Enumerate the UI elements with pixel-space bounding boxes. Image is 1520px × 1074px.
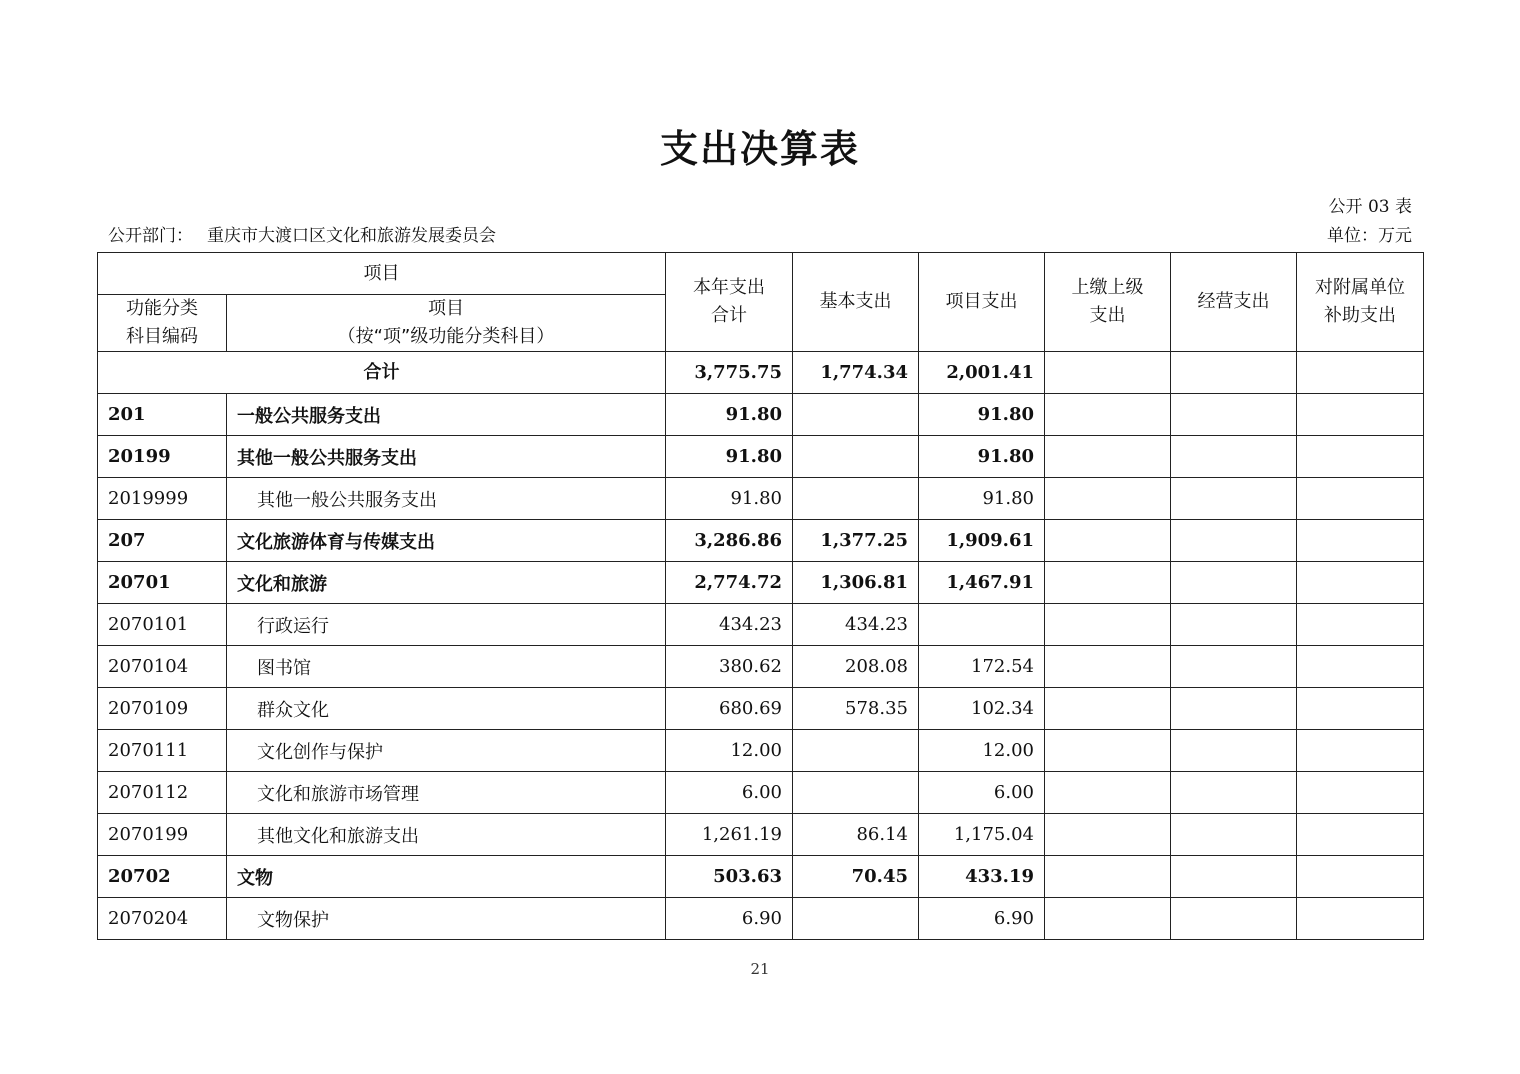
row-code: 2070109 [98,688,227,730]
row-business [1171,856,1297,898]
row-total: 680.69 [666,688,793,730]
row-project: 91.80 [919,394,1045,436]
row-subsidy [1297,520,1424,562]
row-name-text: 其他文化和旅游支出 [257,825,419,847]
row-basic: 208.08 [793,646,919,688]
header-business: 经营支出 [1171,253,1297,352]
header-upper [1045,253,1171,352]
row-code: 2019999 [98,478,227,520]
row-project: 91.80 [919,478,1045,520]
row-upper [1045,646,1171,688]
row-project: 12.00 [919,730,1045,772]
row-name-text: 文化旅游体育与传媒支出 [237,531,435,553]
row-upper [1045,856,1171,898]
table-row [98,478,1424,520]
row-business [1171,814,1297,856]
row-business [1171,520,1297,562]
header-row-1 [98,253,1424,295]
row-name [227,604,666,646]
row-code: 20199 [98,436,227,478]
row-subsidy [1297,688,1424,730]
header-name-line2: （按“项”级功能分类科目） [337,326,555,347]
table-row [98,730,1424,772]
row-business [1171,688,1297,730]
row-upper [1045,436,1171,478]
row-subsidy [1297,436,1424,478]
table-row [98,436,1424,478]
header-item-group: 项目 [98,253,666,295]
row-business [1171,898,1297,940]
row-basic: 578.35 [793,688,919,730]
row-name [227,646,666,688]
row-name-text: 图书馆 [257,657,311,679]
row-project: 91.80 [919,436,1045,478]
row-name-text: 其他一般公共服务支出 [237,447,417,469]
row-business [1171,730,1297,772]
row-basic [793,730,919,772]
row-basic [793,394,919,436]
row-project: 6.00 [919,772,1045,814]
total-basic: 1,774.34 [793,352,919,394]
row-basic: 70.45 [793,856,919,898]
expenditure-table [97,252,1424,940]
row-subsidy [1297,898,1424,940]
row-subsidy [1297,394,1424,436]
total-upper [1045,352,1171,394]
row-business [1171,772,1297,814]
table-row [98,394,1424,436]
header-name-line1: 项目 [428,298,464,319]
row-code: 2070101 [98,604,227,646]
row-name-text: 群众文化 [257,699,329,721]
row-project: 102.34 [919,688,1045,730]
row-basic: 86.14 [793,814,919,856]
total-label: 合计 [98,352,666,394]
row-name [227,814,666,856]
row-subsidy [1297,646,1424,688]
row-basic: 1,377.25 [793,520,919,562]
row-total: 91.80 [666,436,793,478]
row-name-text: 其他一般公共服务支出 [257,489,437,511]
total-business [1171,352,1297,394]
row-total: 503.63 [666,856,793,898]
row-name-text: 文化和旅游市场管理 [257,783,419,805]
table-row [98,814,1424,856]
row-name [227,394,666,436]
table-row [98,772,1424,814]
row-code: 2070104 [98,646,227,688]
header-subsidy-line2: 补助支出 [1324,305,1396,326]
row-basic [793,478,919,520]
row-upper [1045,898,1171,940]
row-total: 91.80 [666,394,793,436]
row-basic: 1,306.81 [793,562,919,604]
header-total-line2: 合计 [711,305,747,326]
row-project: 433.19 [919,856,1045,898]
row-subsidy [1297,562,1424,604]
row-code: 2070111 [98,730,227,772]
row-total: 12.00 [666,730,793,772]
row-name [227,898,666,940]
row-upper [1045,814,1171,856]
row-name [227,688,666,730]
row-name [227,520,666,562]
row-upper [1045,394,1171,436]
row-name-text: 文化和旅游 [237,573,327,595]
department-label: 公开部门： [108,226,193,246]
row-total: 434.23 [666,604,793,646]
table-row [98,520,1424,562]
row-business [1171,646,1297,688]
row-name-text: 文物 [237,867,273,889]
row-upper [1045,478,1171,520]
header-upper-line1: 上缴上级 [1071,277,1144,298]
row-name [227,562,666,604]
row-subsidy [1297,604,1424,646]
form-number: 公开 03 表 [1328,197,1412,217]
header-project: 项目支出 [919,253,1045,352]
row-name [227,856,666,898]
table-row [98,898,1424,940]
row-upper [1045,604,1171,646]
row-subsidy [1297,730,1424,772]
page-number: 21 [750,960,770,978]
row-basic [793,898,919,940]
header-code [98,295,227,352]
total-total: 3,775.75 [666,352,793,394]
header-subsidy [1297,253,1424,352]
header-upper-line2: 支出 [1089,305,1126,326]
row-basic [793,772,919,814]
row-business [1171,562,1297,604]
row-subsidy [1297,856,1424,898]
row-project: 172.54 [919,646,1045,688]
total-subsidy [1297,352,1424,394]
row-basic: 434.23 [793,604,919,646]
row-business [1171,394,1297,436]
header-total [666,253,793,352]
row-business [1171,478,1297,520]
unit-label: 单位：万元 [1327,226,1412,246]
row-code: 207 [98,520,227,562]
row-code: 201 [98,394,227,436]
row-upper [1045,562,1171,604]
table-row [98,604,1424,646]
row-upper [1045,772,1171,814]
row-name [227,772,666,814]
header-basic: 基本支出 [793,253,919,352]
row-name-text: 文物保护 [257,909,329,931]
row-code: 20701 [98,562,227,604]
row-upper [1045,520,1171,562]
row-upper [1045,688,1171,730]
row-business [1171,604,1297,646]
total-row [98,352,1424,394]
table-body [98,394,1424,940]
row-code: 2070112 [98,772,227,814]
table-row [98,562,1424,604]
row-total: 6.00 [666,772,793,814]
row-subsidy [1297,814,1424,856]
row-name-text: 行政运行 [257,615,329,637]
header-total-line1: 本年支出 [693,277,765,298]
row-total: 2,774.72 [666,562,793,604]
total-project: 2,001.41 [919,352,1045,394]
header-subsidy-line1: 对附属单位 [1315,277,1405,298]
header-name [227,295,666,352]
row-total: 91.80 [666,478,793,520]
header-code-line1: 功能分类 [126,298,198,319]
row-subsidy [1297,478,1424,520]
row-name [227,730,666,772]
row-business [1171,436,1297,478]
row-project [919,604,1045,646]
row-name [227,436,666,478]
row-project: 1,175.04 [919,814,1045,856]
row-name-text: 文化创作与保护 [257,741,383,763]
page-title: 支出决算表 [659,127,860,171]
row-subsidy [1297,772,1424,814]
row-total: 6.90 [666,898,793,940]
row-name-text: 一般公共服务支出 [237,405,381,427]
row-basic [793,436,919,478]
table-row [98,856,1424,898]
row-upper [1045,730,1171,772]
department-name: 重庆市大渡口区文化和旅游发展委员会 [207,226,496,246]
header-code-line2: 科目编码 [126,326,198,347]
row-code: 20702 [98,856,227,898]
row-total: 3,286.86 [666,520,793,562]
row-project: 1,909.61 [919,520,1045,562]
row-total: 1,261.19 [666,814,793,856]
row-project: 1,467.91 [919,562,1045,604]
table-row [98,646,1424,688]
row-code: 2070204 [98,898,227,940]
row-total: 380.62 [666,646,793,688]
row-name [227,478,666,520]
row-code: 2070199 [98,814,227,856]
department-line [108,221,496,246]
table-row [98,688,1424,730]
row-project: 6.90 [919,898,1045,940]
